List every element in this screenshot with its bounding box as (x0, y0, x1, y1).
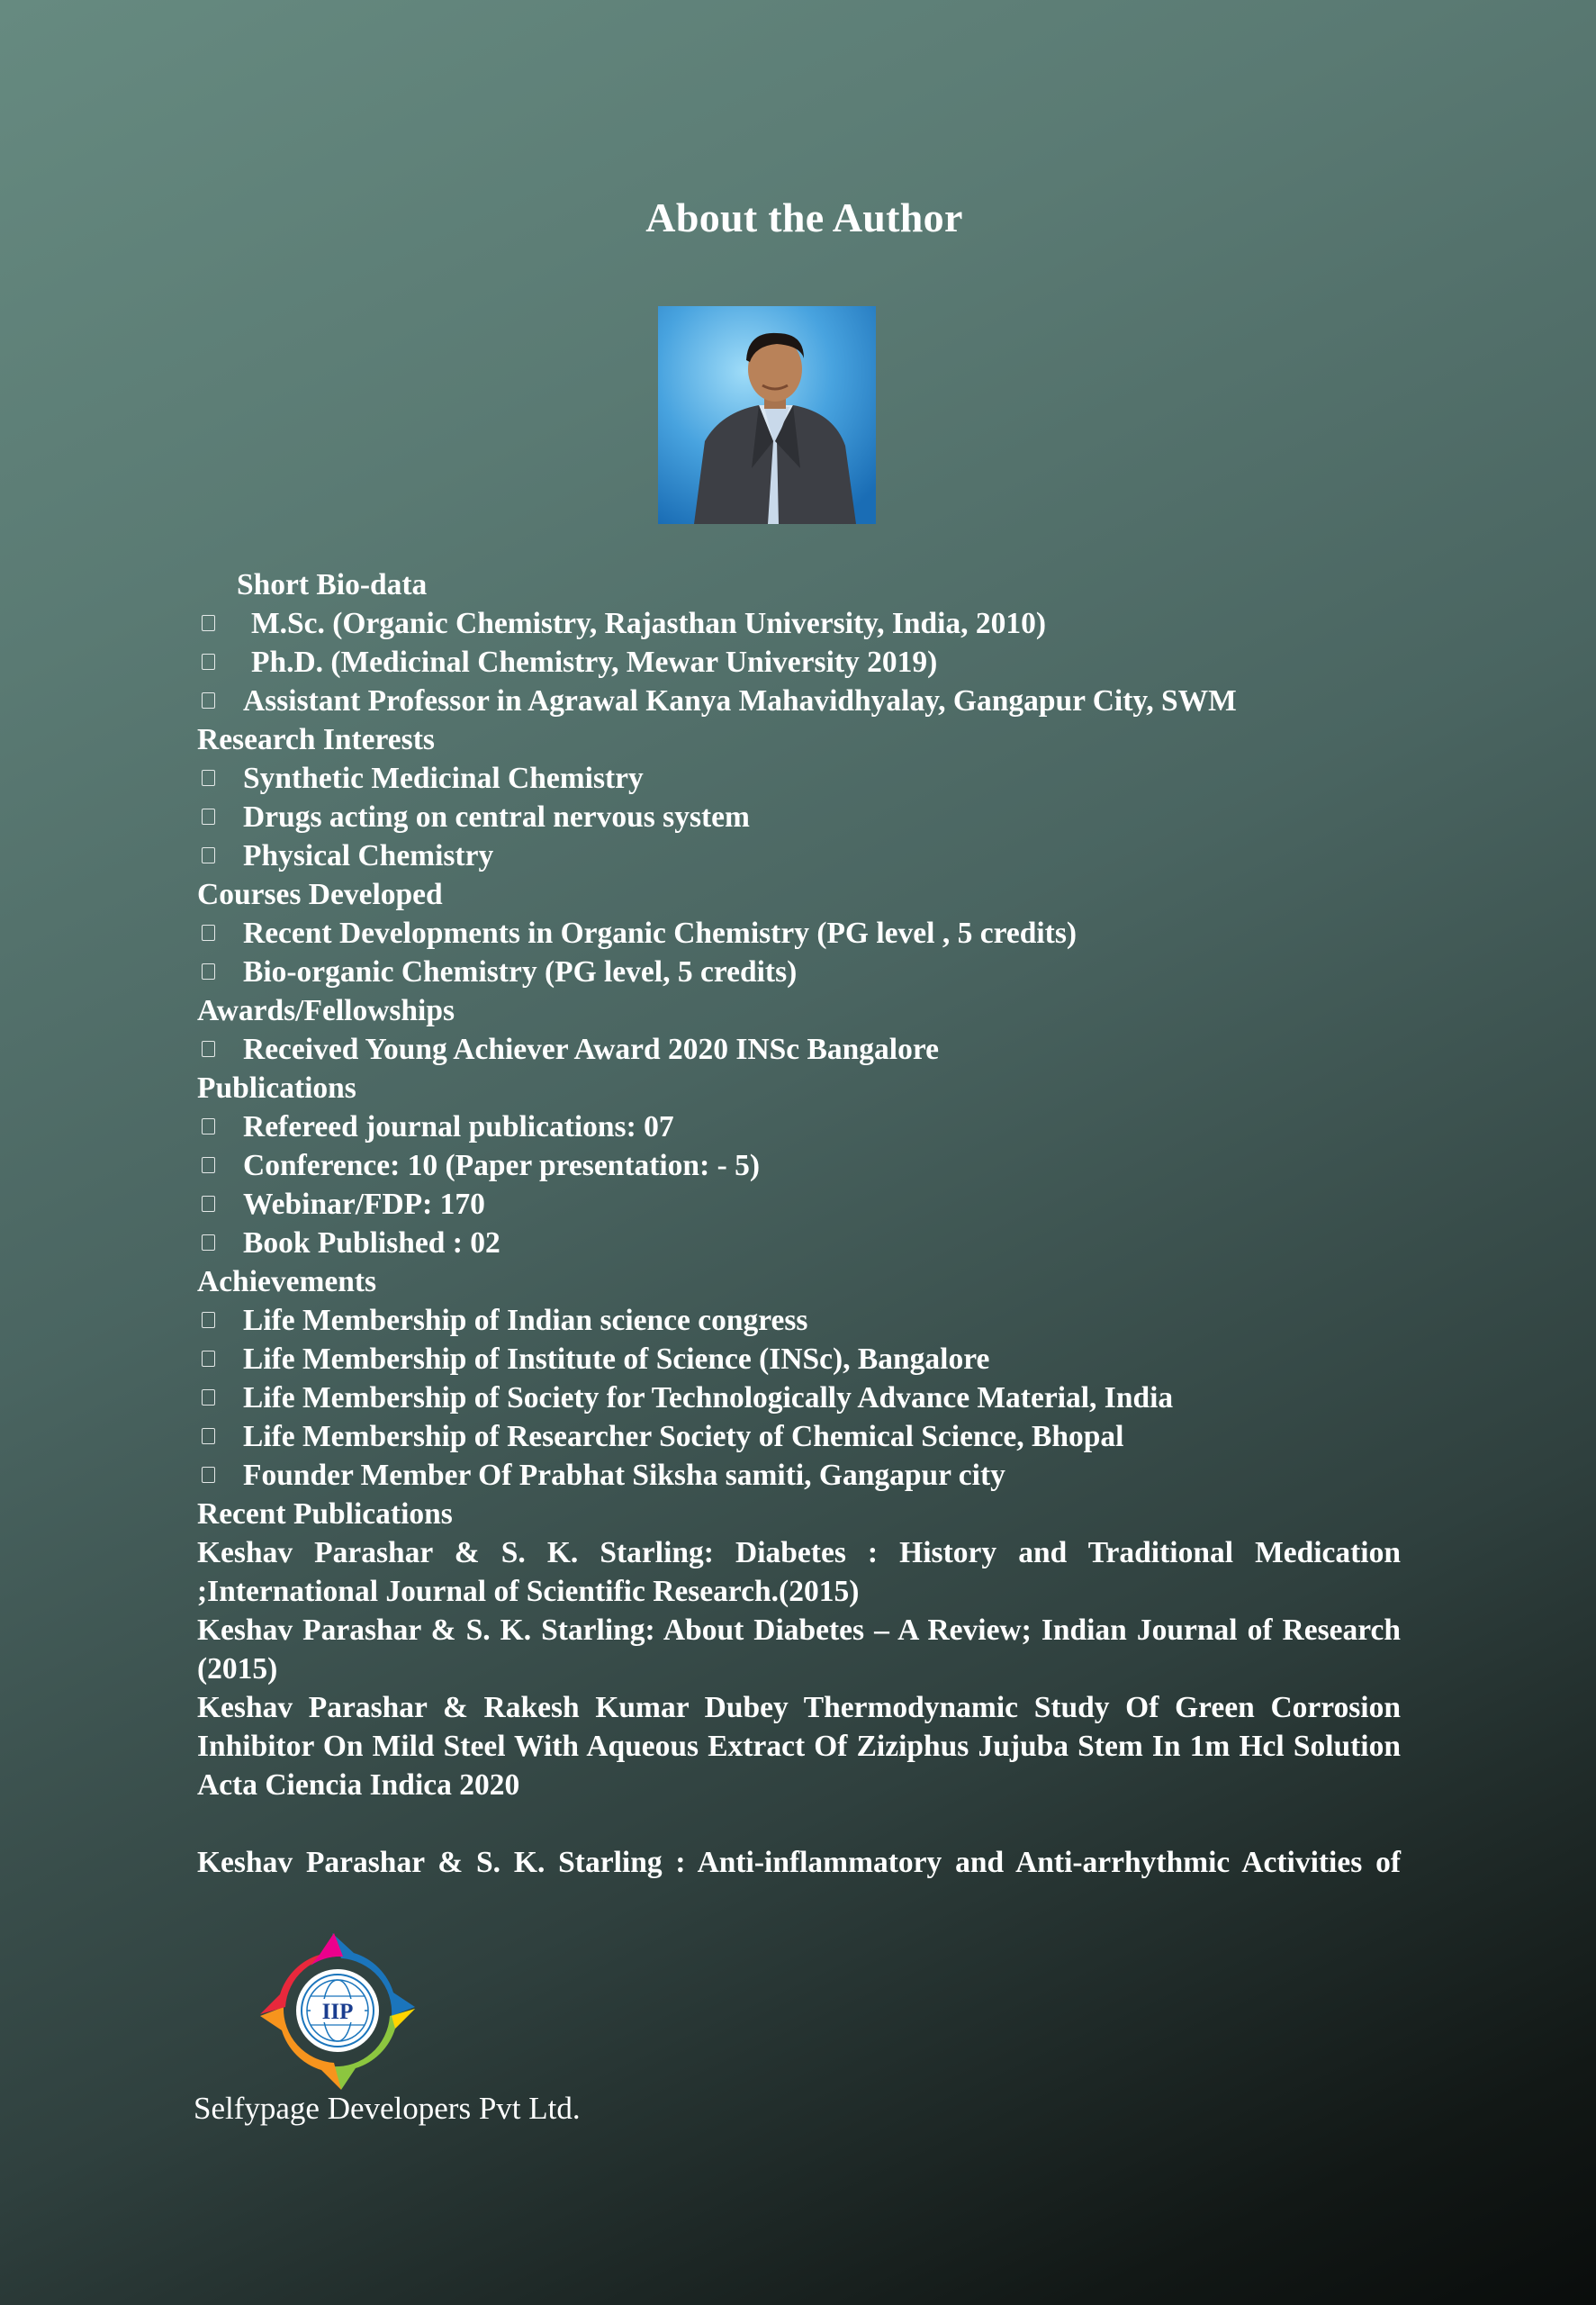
publication-entry: Keshav Parashar & S. K. Starling: Diabetes : History and Traditional Medication ;International Journal of Scientific Research.(2015) (197, 1536, 1401, 1608)
section-heading: Awards/Fellowships (197, 994, 455, 1027)
publication-entry: Keshav Parashar & S. K. Starling: About Diabetes – A Review; Indian Journal of Research (2015) (197, 1614, 1401, 1686)
bullet-icon (202, 1351, 215, 1367)
list-item-text: Recent Developments in Organic Chemistry (PG level , 5 credits) (243, 917, 1078, 950)
bullet-icon (202, 847, 215, 863)
bullet-icon (202, 1041, 215, 1057)
list-item (197, 836, 1401, 875)
bullet-icon (202, 654, 215, 670)
list-item (197, 643, 1401, 682)
list-item-text: Life Membership of Indian science congress (243, 1304, 808, 1337)
section-heading: Publications (197, 1071, 356, 1105)
bio-content (197, 565, 1401, 1882)
bullet-icon (202, 963, 215, 980)
list-item (197, 1146, 1401, 1185)
list-item (197, 1030, 1401, 1069)
list-item (197, 1378, 1401, 1417)
section-heading: Achievements (197, 1265, 377, 1298)
list-item (197, 1107, 1401, 1146)
publication-entry: Keshav Parashar & S. K. Starling : Anti-inflammatory and Anti-arrhythmic Activities of (197, 1846, 1401, 1879)
list-item (197, 914, 1401, 953)
list-item (197, 682, 1401, 720)
list-item-text: M.Sc. (Organic Chemistry, Rajasthan University, India, 2010) (251, 607, 1047, 640)
bullet-icon (202, 1428, 215, 1444)
recent-publications (197, 1495, 1401, 1882)
list-item (197, 604, 1401, 643)
page-title: About the Author (645, 194, 963, 240)
bullet-icon (202, 1389, 215, 1406)
list-item (197, 759, 1401, 798)
list-item (197, 953, 1401, 991)
section-heading: Recent Publications (197, 1497, 453, 1531)
list-item (197, 1224, 1401, 1262)
list-item (197, 1456, 1401, 1495)
bullet-icon (202, 770, 215, 786)
list-item-text: Ph.D. (Medicinal Chemistry, Mewar University 2019) (251, 646, 938, 679)
bullet-icon (202, 925, 215, 941)
bullet-icon (202, 1234, 215, 1251)
bullet-icon (202, 615, 215, 631)
author-photo (658, 306, 876, 524)
bullet-icon (202, 1118, 215, 1134)
bullet-icon (202, 1157, 215, 1173)
logo-initials: IIP (321, 2000, 354, 2024)
publisher-logo (257, 1930, 419, 2092)
list-item-text: Refereed journal publications: 07 (243, 1110, 674, 1143)
publication-entry: Keshav Parashar & Rakesh Kumar Dubey Thermodynamic Study Of Green Corrosion Inhibitor On Mild Steel With Aqueous Extract Of Ziziphus Jujuba Stem In 1m Hcl Solution Acta Ciencia Indica 2020 (197, 1691, 1401, 1802)
bullet-icon (202, 692, 215, 709)
list-item-text: Life Membership of Researcher Society of Chemical Science, Bhopal (243, 1420, 1124, 1453)
list-item-text: Founder Member Of Prabhat Siksha samiti, Gangapur city (243, 1459, 1005, 1492)
section-heading: Research Interests (197, 723, 435, 756)
bullet-icon (202, 809, 215, 825)
list-item (197, 1185, 1401, 1224)
list-item-text: Bio-organic Chemistry (PG level, 5 credits) (243, 955, 798, 989)
list-item (197, 1301, 1401, 1340)
list-item-text: Drugs acting on central nervous system (243, 800, 750, 834)
section-heading: Courses Developed (197, 878, 443, 911)
list-item-text: Physical Chemistry (243, 839, 494, 872)
spacer (197, 1804, 1401, 1843)
section-heading: Short Bio-data (237, 568, 428, 601)
bio-sections (197, 565, 1401, 1495)
list-item-text: Synthetic Medicinal Chemistry (243, 762, 644, 795)
list-item-text: Life Membership of Society for Technologically Advance Material, India (243, 1381, 1174, 1415)
list-item-text: Book Published : 02 (243, 1226, 500, 1260)
publisher-name: Selfypage Developers Pvt Ltd. (194, 2091, 581, 2126)
bullet-icon (202, 1312, 215, 1328)
bullet-icon (202, 1196, 215, 1212)
list-item (197, 798, 1401, 836)
list-item-text: Conference: 10 (Paper presentation: - 5) (243, 1149, 761, 1182)
list-item (197, 1340, 1401, 1378)
list-item-text: Received Young Achiever Award 2020 INSc Bangalore (243, 1033, 939, 1066)
list-item-text: Webinar/FDP: 170 (243, 1188, 485, 1221)
bullet-icon (202, 1467, 215, 1483)
list-item-text: Life Membership of Institute of Science (INSc), Bangalore (243, 1342, 990, 1376)
list-item (197, 1417, 1401, 1456)
list-item-text: Assistant Professor in Agrawal Kanya Mahavidhyalay, Gangapur City, SWM (243, 684, 1237, 718)
